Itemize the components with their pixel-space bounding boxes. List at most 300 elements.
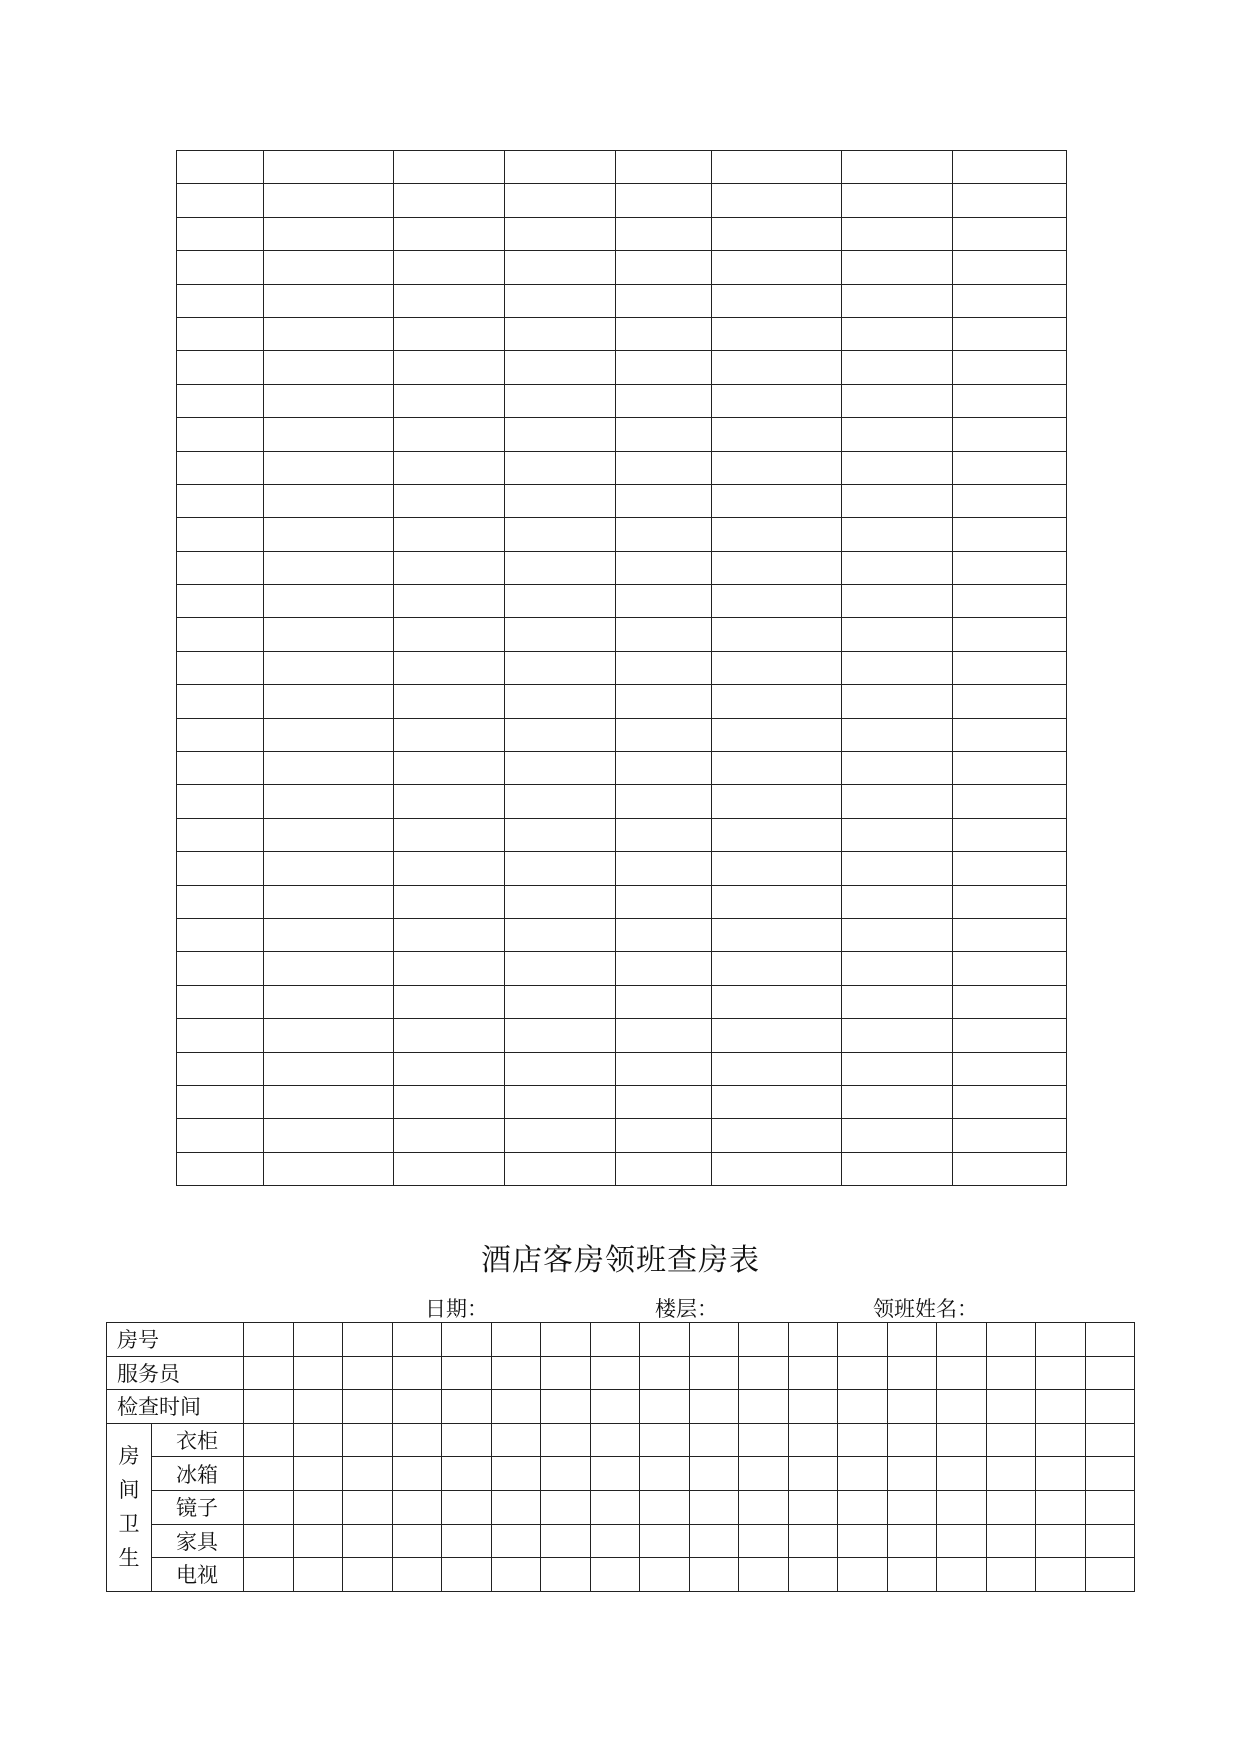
table-cell[interactable] bbox=[842, 1085, 953, 1118]
entry-cell[interactable] bbox=[937, 1356, 987, 1390]
table-cell[interactable] bbox=[712, 852, 842, 885]
table-cell[interactable] bbox=[264, 418, 394, 451]
table-cell[interactable] bbox=[264, 985, 394, 1018]
entry-cell[interactable] bbox=[689, 1558, 739, 1592]
table-cell[interactable] bbox=[712, 317, 842, 350]
entry-cell[interactable] bbox=[392, 1323, 442, 1357]
table-cell[interactable] bbox=[712, 251, 842, 284]
entry-cell[interactable] bbox=[1085, 1558, 1135, 1592]
table-cell[interactable] bbox=[616, 685, 712, 718]
table-cell[interactable] bbox=[394, 184, 505, 217]
entry-cell[interactable] bbox=[788, 1490, 838, 1524]
entry-cell[interactable] bbox=[343, 1390, 393, 1424]
table-cell[interactable] bbox=[842, 752, 953, 785]
table-cell[interactable] bbox=[264, 351, 394, 384]
table-cell[interactable] bbox=[712, 618, 842, 651]
table-cell[interactable] bbox=[953, 985, 1067, 1018]
table-cell[interactable] bbox=[616, 384, 712, 417]
table-cell[interactable] bbox=[394, 551, 505, 584]
table-cell[interactable] bbox=[953, 918, 1067, 951]
table-cell[interactable] bbox=[842, 618, 953, 651]
table-cell[interactable] bbox=[616, 1019, 712, 1052]
entry-cell[interactable] bbox=[293, 1423, 343, 1457]
table-cell[interactable] bbox=[177, 718, 264, 751]
table-cell[interactable] bbox=[712, 885, 842, 918]
entry-cell[interactable] bbox=[739, 1323, 789, 1357]
entry-cell[interactable] bbox=[689, 1323, 739, 1357]
table-cell[interactable] bbox=[953, 518, 1067, 551]
entry-cell[interactable] bbox=[937, 1323, 987, 1357]
table-cell[interactable] bbox=[177, 151, 264, 184]
entry-cell[interactable] bbox=[640, 1558, 690, 1592]
entry-cell[interactable] bbox=[392, 1457, 442, 1491]
table-cell[interactable] bbox=[505, 518, 616, 551]
table-cell[interactable] bbox=[842, 551, 953, 584]
table-cell[interactable] bbox=[505, 551, 616, 584]
table-cell[interactable] bbox=[264, 785, 394, 818]
table-cell[interactable] bbox=[394, 1052, 505, 1085]
table-cell[interactable] bbox=[953, 351, 1067, 384]
table-cell[interactable] bbox=[842, 718, 953, 751]
entry-cell[interactable] bbox=[392, 1558, 442, 1592]
table-cell[interactable] bbox=[505, 351, 616, 384]
table-cell[interactable] bbox=[177, 818, 264, 851]
table-cell[interactable] bbox=[712, 1152, 842, 1185]
table-cell[interactable] bbox=[953, 885, 1067, 918]
table-cell[interactable] bbox=[616, 551, 712, 584]
table-cell[interactable] bbox=[177, 952, 264, 985]
table-cell[interactable] bbox=[177, 384, 264, 417]
table-cell[interactable] bbox=[505, 818, 616, 851]
table-cell[interactable] bbox=[264, 184, 394, 217]
entry-cell[interactable] bbox=[640, 1490, 690, 1524]
entry-cell[interactable] bbox=[788, 1558, 838, 1592]
entry-cell[interactable] bbox=[739, 1423, 789, 1457]
table-cell[interactable] bbox=[842, 351, 953, 384]
table-cell[interactable] bbox=[505, 618, 616, 651]
table-cell[interactable] bbox=[177, 418, 264, 451]
entry-cell[interactable] bbox=[343, 1490, 393, 1524]
table-cell[interactable] bbox=[264, 384, 394, 417]
table-cell[interactable] bbox=[953, 1152, 1067, 1185]
table-cell[interactable] bbox=[505, 785, 616, 818]
table-cell[interactable] bbox=[394, 451, 505, 484]
entry-cell[interactable] bbox=[491, 1323, 541, 1357]
table-cell[interactable] bbox=[616, 651, 712, 684]
table-cell[interactable] bbox=[505, 418, 616, 451]
table-cell[interactable] bbox=[616, 351, 712, 384]
table-cell[interactable] bbox=[712, 451, 842, 484]
table-cell[interactable] bbox=[177, 284, 264, 317]
entry-cell[interactable] bbox=[293, 1323, 343, 1357]
table-cell[interactable] bbox=[177, 785, 264, 818]
entry-cell[interactable] bbox=[244, 1390, 294, 1424]
entry-cell[interactable] bbox=[640, 1524, 690, 1558]
table-cell[interactable] bbox=[616, 418, 712, 451]
table-cell[interactable] bbox=[264, 651, 394, 684]
table-cell[interactable] bbox=[177, 618, 264, 651]
entry-cell[interactable] bbox=[640, 1457, 690, 1491]
table-cell[interactable] bbox=[842, 317, 953, 350]
table-cell[interactable] bbox=[712, 785, 842, 818]
table-cell[interactable] bbox=[505, 151, 616, 184]
table-cell[interactable] bbox=[505, 685, 616, 718]
table-cell[interactable] bbox=[264, 1085, 394, 1118]
entry-cell[interactable] bbox=[1085, 1490, 1135, 1524]
entry-cell[interactable] bbox=[1036, 1490, 1086, 1524]
entry-cell[interactable] bbox=[838, 1490, 888, 1524]
table-cell[interactable] bbox=[505, 251, 616, 284]
entry-cell[interactable] bbox=[541, 1490, 591, 1524]
table-cell[interactable] bbox=[505, 184, 616, 217]
entry-cell[interactable] bbox=[1085, 1390, 1135, 1424]
table-cell[interactable] bbox=[953, 585, 1067, 618]
entry-cell[interactable] bbox=[541, 1524, 591, 1558]
table-cell[interactable] bbox=[712, 184, 842, 217]
table-cell[interactable] bbox=[712, 217, 842, 250]
entry-cell[interactable] bbox=[442, 1558, 492, 1592]
table-cell[interactable] bbox=[177, 852, 264, 885]
table-cell[interactable] bbox=[842, 251, 953, 284]
entry-cell[interactable] bbox=[887, 1423, 937, 1457]
table-cell[interactable] bbox=[394, 384, 505, 417]
entry-cell[interactable] bbox=[442, 1490, 492, 1524]
table-cell[interactable] bbox=[842, 585, 953, 618]
entry-cell[interactable] bbox=[838, 1356, 888, 1390]
table-cell[interactable] bbox=[616, 818, 712, 851]
table-cell[interactable] bbox=[712, 585, 842, 618]
table-cell[interactable] bbox=[505, 1119, 616, 1152]
entry-cell[interactable] bbox=[392, 1490, 442, 1524]
table-cell[interactable] bbox=[264, 518, 394, 551]
entry-cell[interactable] bbox=[541, 1390, 591, 1424]
table-cell[interactable] bbox=[177, 1119, 264, 1152]
entry-cell[interactable] bbox=[838, 1558, 888, 1592]
entry-cell[interactable] bbox=[739, 1356, 789, 1390]
table-cell[interactable] bbox=[394, 852, 505, 885]
table-cell[interactable] bbox=[712, 151, 842, 184]
table-cell[interactable] bbox=[264, 918, 394, 951]
entry-cell[interactable] bbox=[590, 1524, 640, 1558]
table-cell[interactable] bbox=[842, 1152, 953, 1185]
table-cell[interactable] bbox=[177, 651, 264, 684]
table-cell[interactable] bbox=[394, 1085, 505, 1118]
entry-cell[interactable] bbox=[1085, 1423, 1135, 1457]
table-cell[interactable] bbox=[953, 1052, 1067, 1085]
table-cell[interactable] bbox=[616, 618, 712, 651]
entry-cell[interactable] bbox=[937, 1423, 987, 1457]
entry-cell[interactable] bbox=[640, 1423, 690, 1457]
table-cell[interactable] bbox=[505, 1152, 616, 1185]
entry-cell[interactable] bbox=[541, 1457, 591, 1491]
table-cell[interactable] bbox=[842, 685, 953, 718]
entry-cell[interactable] bbox=[887, 1323, 937, 1357]
table-cell[interactable] bbox=[953, 551, 1067, 584]
entry-cell[interactable] bbox=[937, 1457, 987, 1491]
entry-cell[interactable] bbox=[788, 1423, 838, 1457]
table-cell[interactable] bbox=[394, 585, 505, 618]
table-cell[interactable] bbox=[264, 484, 394, 517]
entry-cell[interactable] bbox=[739, 1457, 789, 1491]
entry-cell[interactable] bbox=[590, 1390, 640, 1424]
entry-cell[interactable] bbox=[739, 1558, 789, 1592]
entry-cell[interactable] bbox=[739, 1490, 789, 1524]
table-cell[interactable] bbox=[712, 685, 842, 718]
table-cell[interactable] bbox=[505, 651, 616, 684]
table-cell[interactable] bbox=[394, 618, 505, 651]
entry-cell[interactable] bbox=[244, 1423, 294, 1457]
entry-cell[interactable] bbox=[986, 1524, 1036, 1558]
table-cell[interactable] bbox=[616, 1052, 712, 1085]
table-cell[interactable] bbox=[616, 1152, 712, 1185]
entry-cell[interactable] bbox=[689, 1457, 739, 1491]
table-cell[interactable] bbox=[616, 852, 712, 885]
table-cell[interactable] bbox=[177, 985, 264, 1018]
table-cell[interactable] bbox=[953, 484, 1067, 517]
table-cell[interactable] bbox=[394, 685, 505, 718]
table-cell[interactable] bbox=[842, 1052, 953, 1085]
table-cell[interactable] bbox=[264, 618, 394, 651]
table-cell[interactable] bbox=[842, 1019, 953, 1052]
table-cell[interactable] bbox=[616, 1085, 712, 1118]
table-cell[interactable] bbox=[712, 651, 842, 684]
table-cell[interactable] bbox=[616, 451, 712, 484]
table-cell[interactable] bbox=[616, 585, 712, 618]
table-cell[interactable] bbox=[953, 384, 1067, 417]
table-cell[interactable] bbox=[177, 484, 264, 517]
table-cell[interactable] bbox=[394, 651, 505, 684]
table-cell[interactable] bbox=[712, 952, 842, 985]
table-cell[interactable] bbox=[394, 317, 505, 350]
entry-cell[interactable] bbox=[788, 1524, 838, 1558]
entry-cell[interactable] bbox=[937, 1490, 987, 1524]
table-cell[interactable] bbox=[394, 918, 505, 951]
entry-cell[interactable] bbox=[838, 1323, 888, 1357]
entry-cell[interactable] bbox=[343, 1356, 393, 1390]
entry-cell[interactable] bbox=[1036, 1323, 1086, 1357]
entry-cell[interactable] bbox=[937, 1390, 987, 1424]
table-cell[interactable] bbox=[953, 317, 1067, 350]
table-cell[interactable] bbox=[616, 484, 712, 517]
entry-cell[interactable] bbox=[244, 1356, 294, 1390]
table-cell[interactable] bbox=[394, 718, 505, 751]
table-cell[interactable] bbox=[616, 785, 712, 818]
entry-cell[interactable] bbox=[788, 1457, 838, 1491]
table-cell[interactable] bbox=[177, 217, 264, 250]
entry-cell[interactable] bbox=[491, 1524, 541, 1558]
entry-cell[interactable] bbox=[640, 1323, 690, 1357]
table-cell[interactable] bbox=[264, 685, 394, 718]
table-cell[interactable] bbox=[616, 1119, 712, 1152]
table-cell[interactable] bbox=[264, 852, 394, 885]
entry-cell[interactable] bbox=[541, 1558, 591, 1592]
table-cell[interactable] bbox=[394, 151, 505, 184]
table-cell[interactable] bbox=[842, 284, 953, 317]
table-cell[interactable] bbox=[505, 451, 616, 484]
table-cell[interactable] bbox=[712, 1119, 842, 1152]
table-cell[interactable] bbox=[177, 1152, 264, 1185]
table-cell[interactable] bbox=[953, 685, 1067, 718]
entry-cell[interactable] bbox=[1085, 1457, 1135, 1491]
entry-cell[interactable] bbox=[541, 1356, 591, 1390]
table-cell[interactable] bbox=[394, 217, 505, 250]
table-cell[interactable] bbox=[505, 752, 616, 785]
table-cell[interactable] bbox=[505, 1052, 616, 1085]
table-cell[interactable] bbox=[505, 317, 616, 350]
table-cell[interactable] bbox=[264, 1152, 394, 1185]
entry-cell[interactable] bbox=[442, 1423, 492, 1457]
table-cell[interactable] bbox=[616, 918, 712, 951]
table-cell[interactable] bbox=[177, 1019, 264, 1052]
entry-cell[interactable] bbox=[887, 1457, 937, 1491]
entry-cell[interactable] bbox=[986, 1356, 1036, 1390]
table-cell[interactable] bbox=[177, 1085, 264, 1118]
table-cell[interactable] bbox=[953, 852, 1067, 885]
table-cell[interactable] bbox=[712, 985, 842, 1018]
table-cell[interactable] bbox=[616, 184, 712, 217]
table-cell[interactable] bbox=[264, 752, 394, 785]
table-cell[interactable] bbox=[712, 384, 842, 417]
entry-cell[interactable] bbox=[838, 1390, 888, 1424]
table-cell[interactable] bbox=[953, 251, 1067, 284]
entry-cell[interactable] bbox=[491, 1390, 541, 1424]
table-cell[interactable] bbox=[842, 952, 953, 985]
entry-cell[interactable] bbox=[442, 1524, 492, 1558]
table-cell[interactable] bbox=[842, 918, 953, 951]
table-cell[interactable] bbox=[842, 651, 953, 684]
table-cell[interactable] bbox=[616, 284, 712, 317]
entry-cell[interactable] bbox=[640, 1356, 690, 1390]
entry-cell[interactable] bbox=[491, 1356, 541, 1390]
entry-cell[interactable] bbox=[590, 1423, 640, 1457]
table-cell[interactable] bbox=[616, 718, 712, 751]
table-cell[interactable] bbox=[953, 184, 1067, 217]
entry-cell[interactable] bbox=[244, 1323, 294, 1357]
entry-cell[interactable] bbox=[590, 1457, 640, 1491]
table-cell[interactable] bbox=[616, 952, 712, 985]
entry-cell[interactable] bbox=[640, 1390, 690, 1424]
table-cell[interactable] bbox=[264, 718, 394, 751]
entry-cell[interactable] bbox=[1085, 1323, 1135, 1357]
table-cell[interactable] bbox=[394, 985, 505, 1018]
table-cell[interactable] bbox=[505, 952, 616, 985]
table-cell[interactable] bbox=[842, 418, 953, 451]
entry-cell[interactable] bbox=[887, 1558, 937, 1592]
table-cell[interactable] bbox=[712, 1019, 842, 1052]
entry-cell[interactable] bbox=[442, 1356, 492, 1390]
entry-cell[interactable] bbox=[293, 1558, 343, 1592]
entry-cell[interactable] bbox=[1085, 1524, 1135, 1558]
entry-cell[interactable] bbox=[293, 1356, 343, 1390]
entry-cell[interactable] bbox=[293, 1490, 343, 1524]
table-cell[interactable] bbox=[712, 351, 842, 384]
table-cell[interactable] bbox=[264, 284, 394, 317]
table-cell[interactable] bbox=[394, 251, 505, 284]
entry-cell[interactable] bbox=[392, 1356, 442, 1390]
table-cell[interactable] bbox=[616, 317, 712, 350]
entry-cell[interactable] bbox=[590, 1323, 640, 1357]
table-cell[interactable] bbox=[953, 718, 1067, 751]
table-cell[interactable] bbox=[177, 585, 264, 618]
entry-cell[interactable] bbox=[887, 1524, 937, 1558]
table-cell[interactable] bbox=[177, 918, 264, 951]
table-cell[interactable] bbox=[712, 418, 842, 451]
entry-cell[interactable] bbox=[788, 1323, 838, 1357]
table-cell[interactable] bbox=[953, 651, 1067, 684]
table-cell[interactable] bbox=[953, 1119, 1067, 1152]
entry-cell[interactable] bbox=[1036, 1356, 1086, 1390]
entry-cell[interactable] bbox=[788, 1390, 838, 1424]
table-cell[interactable] bbox=[953, 418, 1067, 451]
table-cell[interactable] bbox=[264, 251, 394, 284]
table-cell[interactable] bbox=[842, 885, 953, 918]
table-cell[interactable] bbox=[394, 1152, 505, 1185]
table-cell[interactable] bbox=[712, 284, 842, 317]
table-cell[interactable] bbox=[264, 585, 394, 618]
table-cell[interactable] bbox=[842, 852, 953, 885]
table-cell[interactable] bbox=[264, 1019, 394, 1052]
table-cell[interactable] bbox=[264, 317, 394, 350]
table-cell[interactable] bbox=[616, 985, 712, 1018]
table-cell[interactable] bbox=[264, 217, 394, 250]
entry-cell[interactable] bbox=[689, 1490, 739, 1524]
entry-cell[interactable] bbox=[689, 1524, 739, 1558]
table-cell[interactable] bbox=[712, 718, 842, 751]
table-cell[interactable] bbox=[394, 351, 505, 384]
entry-cell[interactable] bbox=[887, 1390, 937, 1424]
table-cell[interactable] bbox=[616, 518, 712, 551]
entry-cell[interactable] bbox=[739, 1390, 789, 1424]
entry-cell[interactable] bbox=[986, 1323, 1036, 1357]
table-cell[interactable] bbox=[505, 284, 616, 317]
table-cell[interactable] bbox=[394, 518, 505, 551]
table-cell[interactable] bbox=[394, 418, 505, 451]
table-cell[interactable] bbox=[842, 184, 953, 217]
entry-cell[interactable] bbox=[442, 1323, 492, 1357]
entry-cell[interactable] bbox=[244, 1490, 294, 1524]
table-cell[interactable] bbox=[394, 952, 505, 985]
entry-cell[interactable] bbox=[986, 1457, 1036, 1491]
table-cell[interactable] bbox=[842, 818, 953, 851]
table-cell[interactable] bbox=[177, 351, 264, 384]
table-cell[interactable] bbox=[394, 484, 505, 517]
entry-cell[interactable] bbox=[343, 1558, 393, 1592]
table-cell[interactable] bbox=[505, 1019, 616, 1052]
entry-cell[interactable] bbox=[442, 1457, 492, 1491]
table-cell[interactable] bbox=[953, 284, 1067, 317]
entry-cell[interactable] bbox=[244, 1524, 294, 1558]
table-cell[interactable] bbox=[394, 284, 505, 317]
table-cell[interactable] bbox=[953, 217, 1067, 250]
table-cell[interactable] bbox=[842, 518, 953, 551]
table-cell[interactable] bbox=[953, 785, 1067, 818]
table-cell[interactable] bbox=[953, 618, 1067, 651]
entry-cell[interactable] bbox=[343, 1457, 393, 1491]
entry-cell[interactable] bbox=[442, 1390, 492, 1424]
table-cell[interactable] bbox=[712, 1052, 842, 1085]
table-cell[interactable] bbox=[712, 518, 842, 551]
table-cell[interactable] bbox=[177, 251, 264, 284]
table-cell[interactable] bbox=[177, 518, 264, 551]
table-cell[interactable] bbox=[505, 585, 616, 618]
table-cell[interactable] bbox=[394, 1119, 505, 1152]
table-cell[interactable] bbox=[394, 752, 505, 785]
table-cell[interactable] bbox=[394, 885, 505, 918]
entry-cell[interactable] bbox=[838, 1457, 888, 1491]
table-cell[interactable] bbox=[264, 151, 394, 184]
entry-cell[interactable] bbox=[689, 1390, 739, 1424]
table-cell[interactable] bbox=[953, 818, 1067, 851]
